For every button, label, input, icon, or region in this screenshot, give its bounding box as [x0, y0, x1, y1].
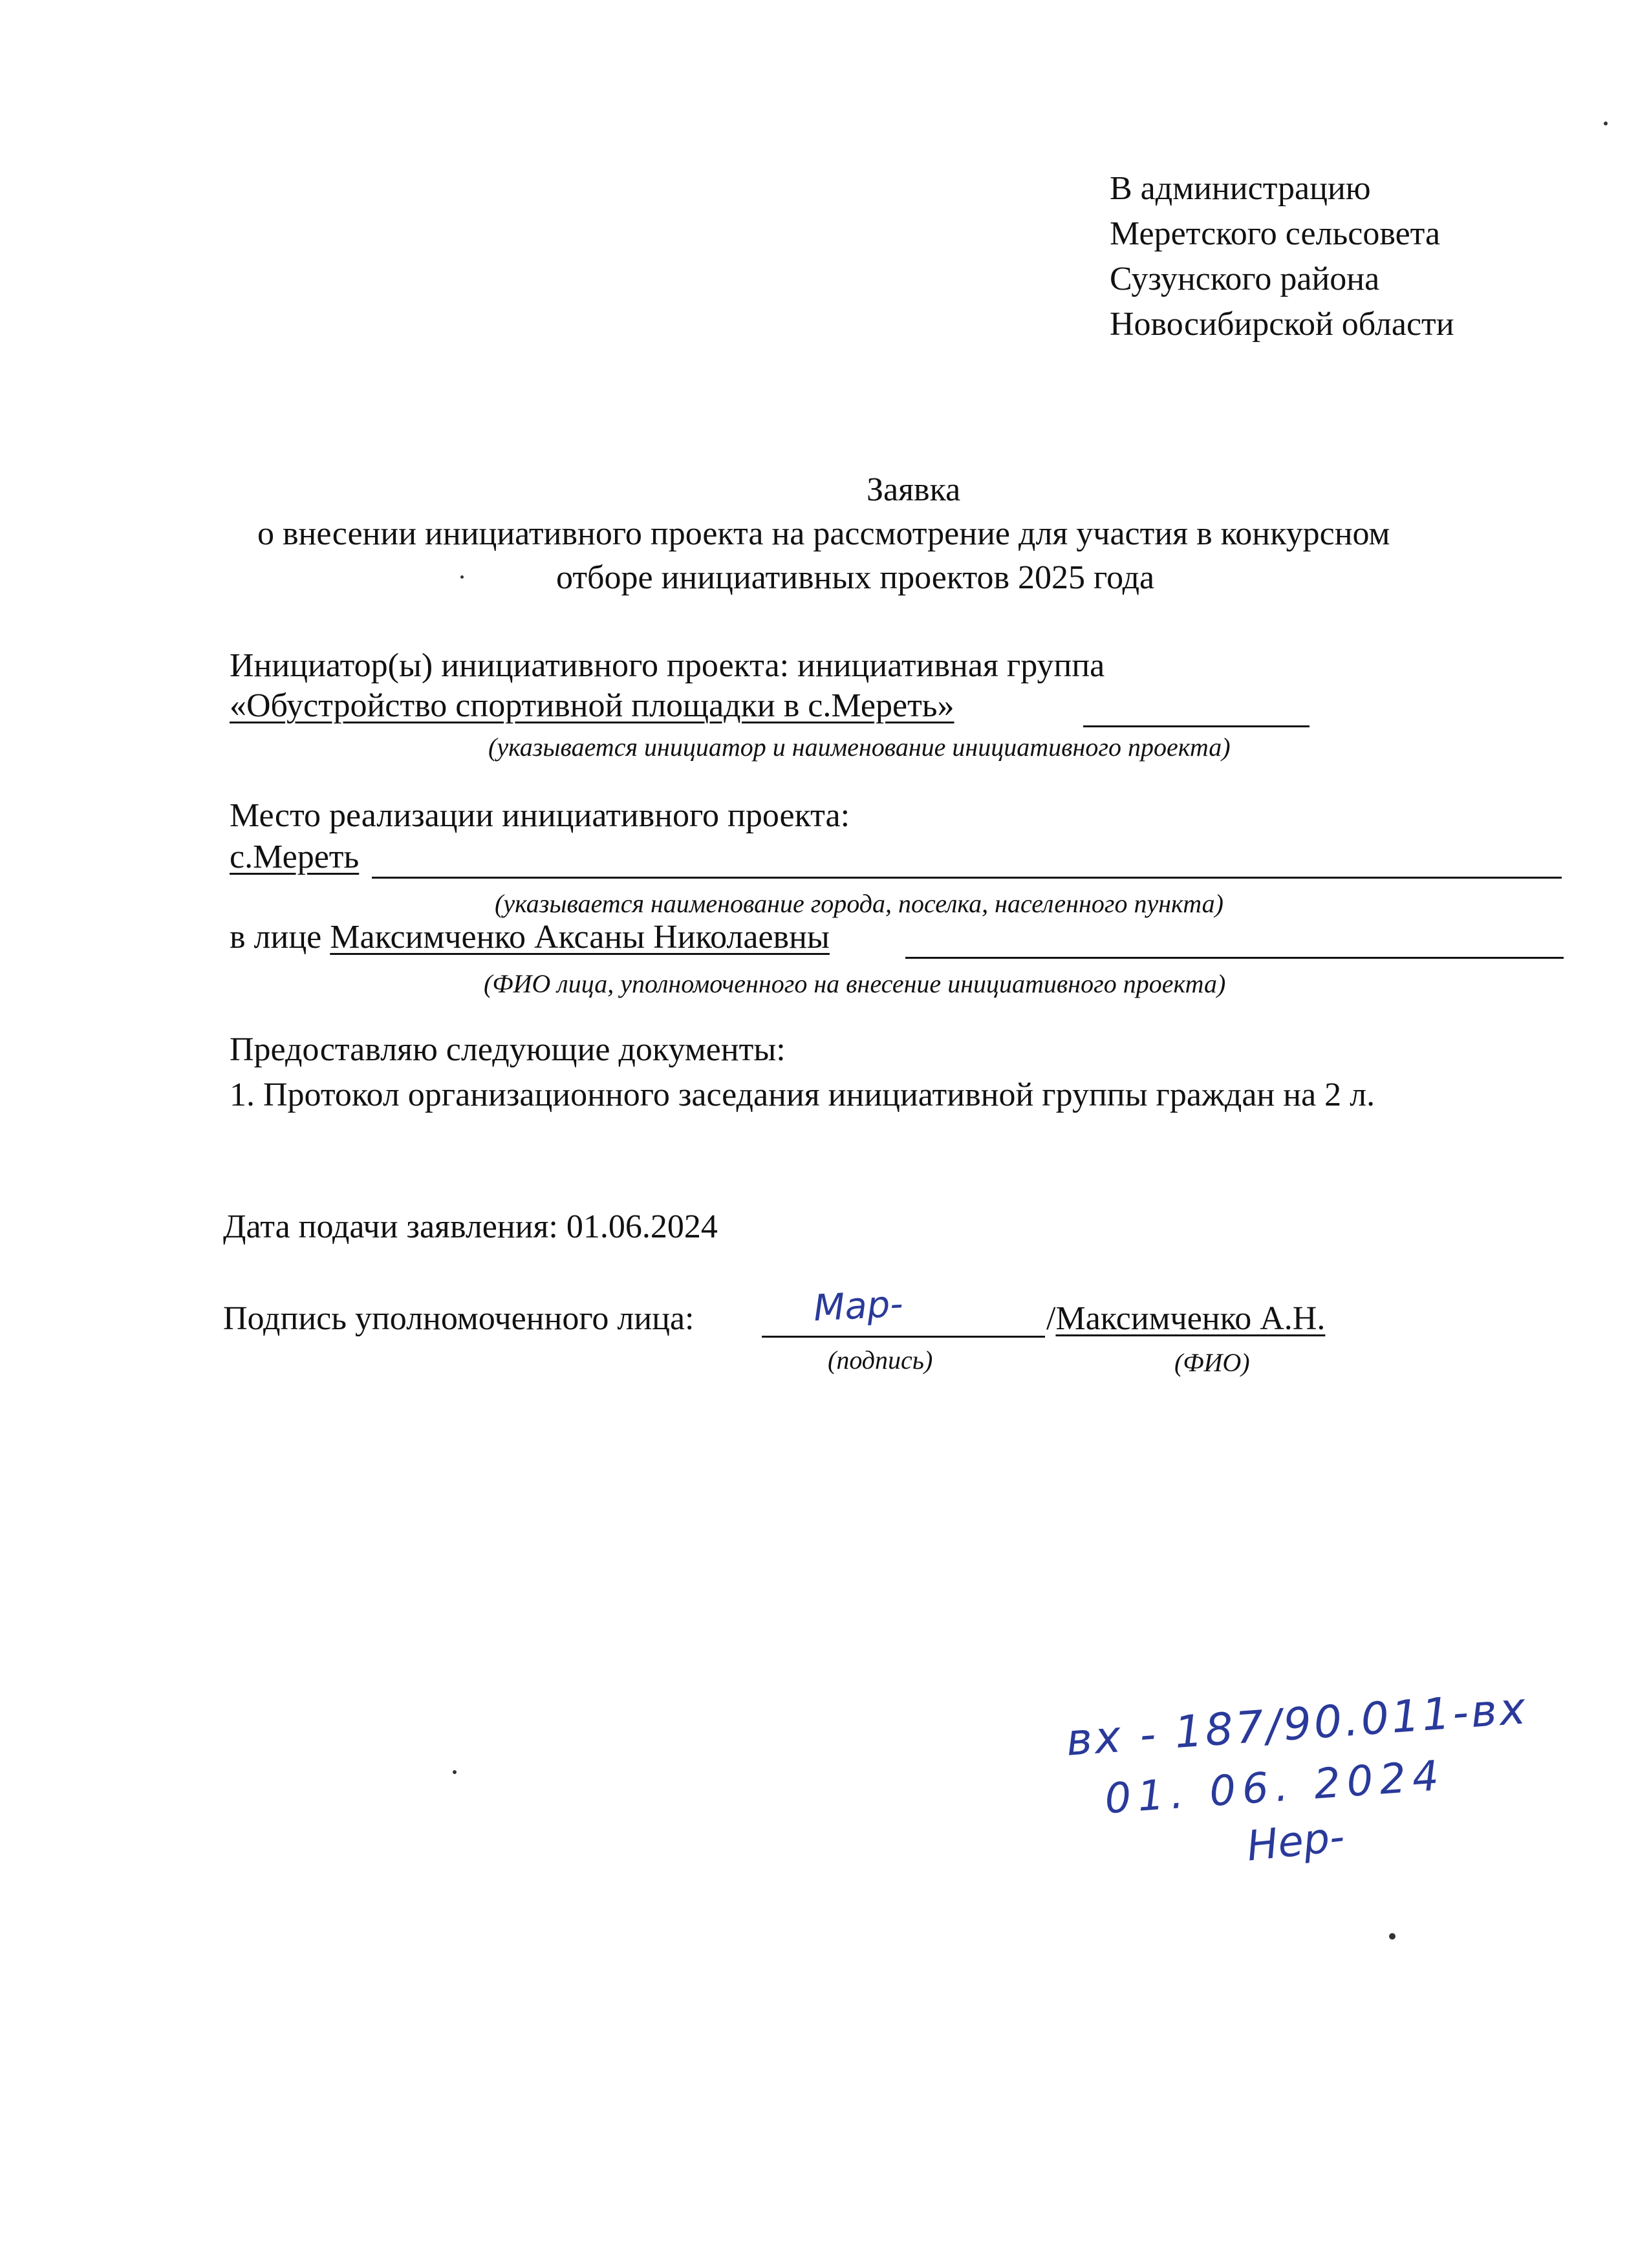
registration-date: 01. 06. 2024: [1103, 1751, 1447, 1824]
documents-label: Предоставляю следующие документы:: [230, 1031, 786, 1068]
registration-number: вх - 187/90.011-вх: [1064, 1683, 1530, 1766]
registration-initials: Нер-: [1244, 1813, 1347, 1871]
document-title: Заявка: [867, 471, 961, 508]
initiator-fill-line: [1083, 725, 1310, 727]
representative-note: (ФИО лица, уполномоченного на внесение инициативного проекта): [484, 969, 1226, 998]
scan-speck: [1604, 122, 1608, 125]
heading-line-2: о внесении инициативного проекта на рассмотрение для участия в конкурсном: [257, 515, 1390, 552]
representative-fill-line: [905, 957, 1564, 959]
heading-line-3: отборе инициативных проектов 2025 года: [556, 559, 1155, 596]
scan-speck: [460, 575, 464, 579]
addressee-line-2: Меретского сельсовета: [1110, 215, 1441, 252]
initiator-note: (указывается инициатор и наименование инициативного проекта): [488, 733, 1231, 762]
representative-prefix: в лице: [230, 919, 330, 956]
signature-fill-line: [762, 1336, 1045, 1338]
addressee-line-3: Сузунского района: [1110, 261, 1380, 297]
signature-name: Максимченко А.Н.: [1055, 1300, 1326, 1337]
signature-separator: /: [1046, 1300, 1056, 1337]
location-value: с.Мереть: [230, 839, 360, 875]
scan-speck: [453, 1770, 457, 1774]
addressee-line-1: В администрацию: [1110, 170, 1371, 207]
location-label: Место реализации инициативного проекта:: [230, 797, 850, 834]
representative-name: Максимченко Аксаны Николаевны: [330, 919, 830, 956]
handwritten-signature: Мар-: [812, 1283, 904, 1330]
location-fill-line: [372, 877, 1562, 879]
submission-date: Дата подачи заявления: 01.06.2024: [223, 1208, 718, 1245]
representative-line: [230, 918, 830, 957]
documents-item-1: 1. Протокол организационного заседания инициативной группы граждан на 2 л.: [230, 1076, 1375, 1113]
signature-note: (подпись): [828, 1345, 933, 1375]
signature-name-line: [1046, 1300, 1325, 1338]
signature-label: Подпись уполномоченного лица:: [223, 1300, 695, 1337]
name-note: (ФИО): [1174, 1348, 1250, 1377]
initiator-value: «Обустройство спортивной площадки в с.Мереть»: [230, 687, 954, 724]
scan-speck: [1389, 1933, 1396, 1940]
addressee-line-4: Новосибирской области: [1110, 306, 1454, 343]
initiator-label: Инициатор(ы) инициативного проекта: инициативная группа: [230, 647, 1105, 684]
location-note: (указывается наименование города, поселка, населенного пункта): [495, 889, 1223, 918]
